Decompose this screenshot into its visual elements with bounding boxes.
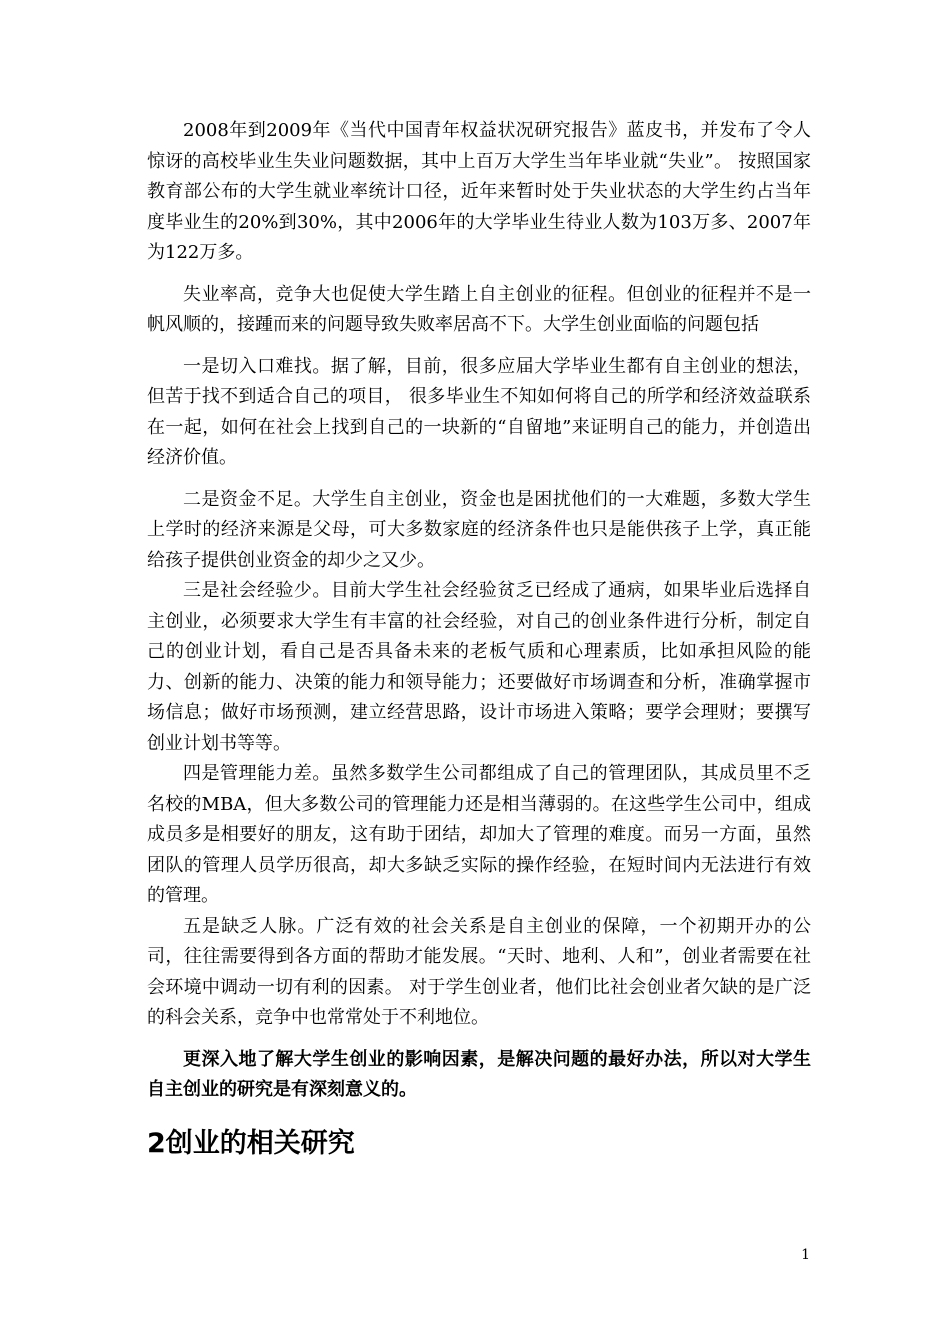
section-heading: 2创业的相关研究 [147,1127,355,1159]
paragraph-problem-funding: 二是资金不足。大学生自主创业，资金也是困扰他们的一大难题，多数大学生上学时的经济来源是父母，可大多数家庭的经济条件也只是能供孩子上学，真正能给孩子提供创业资金的却少之又少。 [147,488,811,571]
paragraph-problem-entry-point: 一是切入口难找。据了解，目前，很多应届大学毕业生都有自主创业的想法，但苦于找不到适合自己的项目， 很多毕业生不知如何将自己的所学和经济效益联系在一起，如何在社会上找到自己的一块新的“自留地”来证明自己的能力，并创造出经济价值。 [147,355,811,468]
page-number: 1 [801,1247,810,1263]
paragraph-conclusion: 更深入地了解大学生创业的影响因素，是解决问题的最好办法，所以对大学生自主创业的研究是有深刻意义的。 [147,1048,811,1100]
paragraph-problem-management: 四是管理能力差。虽然多数学生公司都组成了自己的管理团队，其成员里不乏名校的MBA，但大多数公司的管理能力还是相当薄弱的。在这些学生公司中，组成成员多是相要好的朋友，这有助于团结，却加大了管理的难度。而另一方面，虽然团队的管理人员学历很高，却大多缺乏实际的操作经验，在短时间内无法进行有效的管理。 [147,763,811,906]
document-body [147,116,811,1164]
paragraph-entrepreneurship-problems: 失业率高，竞争大也促使大学生踏上自主创业的征程。但创业的征程并不是一帆风顺的，接踵而来的问题导致失败率居高不下。大学生创业面临的问题包括 [147,283,811,335]
paragraph-problem-experience: 三是社会经验少。目前大学生社会经验贫乏已经成了通病，如果毕业后选择自主创业，必须要求大学生有丰富的社会经验，对自己的创业条件进行分析，制定自己的创业计划，看自己是否具备未来的老板气质和心理素质，比如承担风险的能力、创新的能力、决策的能力和领导能力；还要做好市场调查和分析，准确掌握市场信息；做好市场预测，建立经营思路，设计市场进入策略；要学会理财；要撰写创业计划书等等。 [147,580,811,754]
paragraph-problem-network: 五是缺乏人脉。广泛有效的社会关系是自主创业的保障，一个初期开办的公司，往往需要得到各方面的帮助才能发展。“天时、地利、人和”，创业者需要在社会环境中调动一切有利的因素。 对于学生创业者，他们比社会创业者欠缺的是广泛的科会关系，竞争中也常常处于不利地位。 [147,915,811,1028]
paragraph-intro-unemployment-data: 2008年到2009年《当代中国青年权益状况研究报告》蓝皮书，并发布了令人惊讶的高校毕业生失业问题数据，其中上百万大学生当年毕业就“失业”。 按照国家教育部公布的大学生就业率统计口径，近年来暂时处于失业状态的大学生约占当年度毕业生的20%到30%，其中2006年的大学毕业生待业人数为103万多、2007年为122万多。 [147,120,811,263]
